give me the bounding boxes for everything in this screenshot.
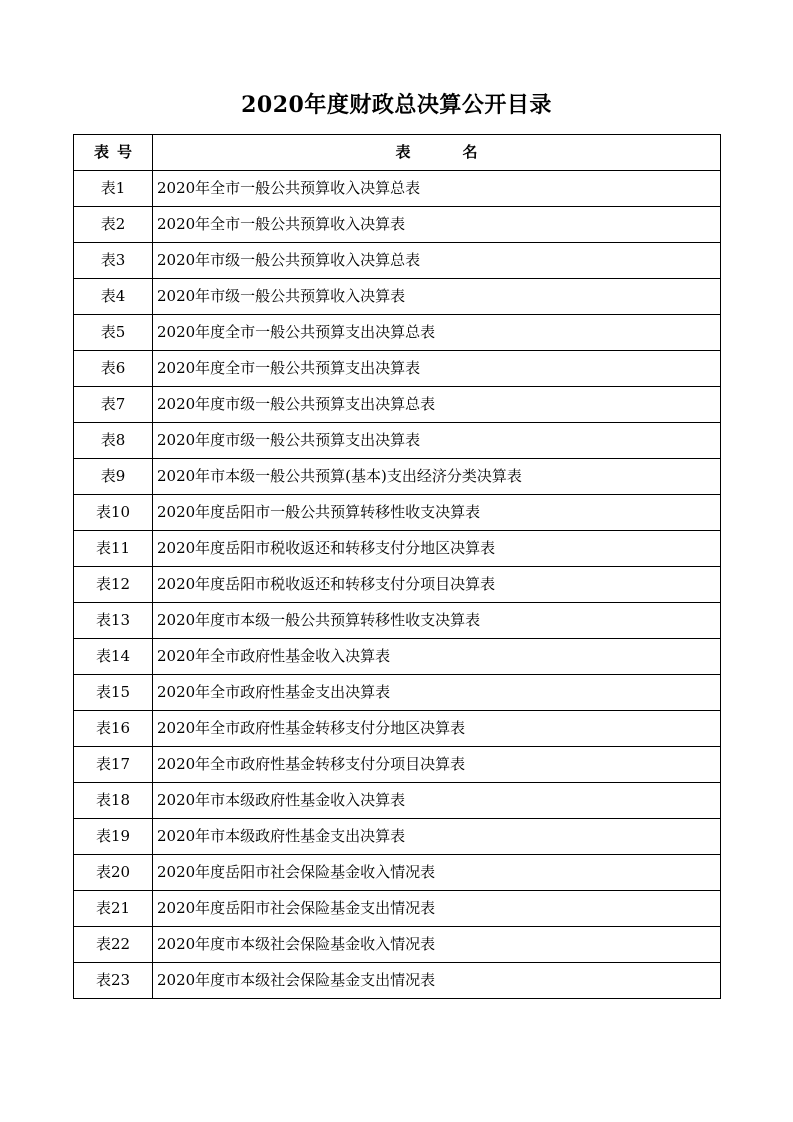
table-row [74, 171, 721, 207]
table-row [74, 819, 721, 855]
table-number-cell: 表23 [74, 963, 153, 999]
table-row [74, 855, 721, 891]
table-number-cell: 表18 [74, 783, 153, 819]
table-row [74, 315, 721, 351]
table-number-cell: 表21 [74, 891, 153, 927]
table-row [74, 639, 721, 675]
table-row [74, 459, 721, 495]
table-number-cell: 表5 [74, 315, 153, 351]
table-row [74, 279, 721, 315]
table-number-cell: 表16 [74, 711, 153, 747]
table-name-cell: 2020年市级一般公共预算收入决算总表 [153, 243, 721, 279]
table-number-cell: 表17 [74, 747, 153, 783]
table-row [74, 243, 721, 279]
table-name-cell: 2020年市级一般公共预算收入决算表 [153, 279, 721, 315]
table-number-cell: 表7 [74, 387, 153, 423]
table-row [74, 783, 721, 819]
header-table-name: 表名 [153, 135, 721, 171]
directory-table [73, 134, 721, 999]
table-number-cell: 表19 [74, 819, 153, 855]
table-number-cell: 表6 [74, 351, 153, 387]
table-row [74, 207, 721, 243]
table-number-cell: 表9 [74, 459, 153, 495]
table-number-cell: 表3 [74, 243, 153, 279]
table-name-cell: 2020年全市政府性基金支出决算表 [153, 675, 721, 711]
table-number-cell: 表10 [74, 495, 153, 531]
table-number-cell: 表14 [74, 639, 153, 675]
table-row [74, 927, 721, 963]
table-number-cell: 表2 [74, 207, 153, 243]
table-row [74, 423, 721, 459]
header-row [74, 135, 721, 171]
table-row [74, 351, 721, 387]
table-row [74, 531, 721, 567]
table-number-cell: 表13 [74, 603, 153, 639]
table-number-cell: 表8 [74, 423, 153, 459]
header-table-number: 表号 [74, 135, 153, 171]
table-name-cell: 2020年全市政府性基金收入决算表 [153, 639, 721, 675]
table-row [74, 387, 721, 423]
table-row [74, 603, 721, 639]
table-row [74, 891, 721, 927]
table-name-cell: 2020年度岳阳市税收返还和转移支付分地区决算表 [153, 531, 721, 567]
table-row [74, 963, 721, 999]
table-name-cell: 2020年度岳阳市社会保险基金支出情况表 [153, 891, 721, 927]
table-name-cell: 2020年市本级政府性基金支出决算表 [153, 819, 721, 855]
table-name-cell: 2020年全市一般公共预算收入决算表 [153, 207, 721, 243]
table-name-cell: 2020年全市政府性基金转移支付分项目决算表 [153, 747, 721, 783]
table-row [74, 711, 721, 747]
table-number-cell: 表11 [74, 531, 153, 567]
table-row [74, 567, 721, 603]
table-number-cell: 表1 [74, 171, 153, 207]
table-name-cell: 2020年度全市一般公共预算支出决算总表 [153, 315, 721, 351]
table-name-cell: 2020年市本级政府性基金收入决算表 [153, 783, 721, 819]
table-number-cell: 表22 [74, 927, 153, 963]
table-number-cell: 表12 [74, 567, 153, 603]
table-name-cell: 2020年度岳阳市税收返还和转移支付分项目决算表 [153, 567, 721, 603]
page-title: 2020年度财政总决算公开目录 [241, 92, 552, 118]
table-name-cell: 2020年度岳阳市一般公共预算转移性收支决算表 [153, 495, 721, 531]
table-name-cell: 2020年度市本级社会保险基金收入情况表 [153, 927, 721, 963]
table-name-cell: 2020年全市一般公共预算收入决算总表 [153, 171, 721, 207]
table-name-cell: 2020年度市级一般公共预算支出决算表 [153, 423, 721, 459]
table-name-cell: 2020年度岳阳市社会保险基金收入情况表 [153, 855, 721, 891]
table-name-cell: 2020年度市本级社会保险基金支出情况表 [153, 963, 721, 999]
directory-rows [74, 171, 721, 999]
table-name-cell: 2020年市本级一般公共预算(基本)支出经济分类决算表 [153, 459, 721, 495]
table-number-cell: 表15 [74, 675, 153, 711]
table-number-cell: 表20 [74, 855, 153, 891]
table-name-cell: 2020年度市级一般公共预算支出决算总表 [153, 387, 721, 423]
table-name-cell: 2020年全市政府性基金转移支付分地区决算表 [153, 711, 721, 747]
table-row [74, 675, 721, 711]
table-name-cell: 2020年度全市一般公共预算支出决算表 [153, 351, 721, 387]
table-number-cell: 表4 [74, 279, 153, 315]
table-row [74, 495, 721, 531]
table-name-cell: 2020年度市本级一般公共预算转移性收支决算表 [153, 603, 721, 639]
table-row [74, 747, 721, 783]
